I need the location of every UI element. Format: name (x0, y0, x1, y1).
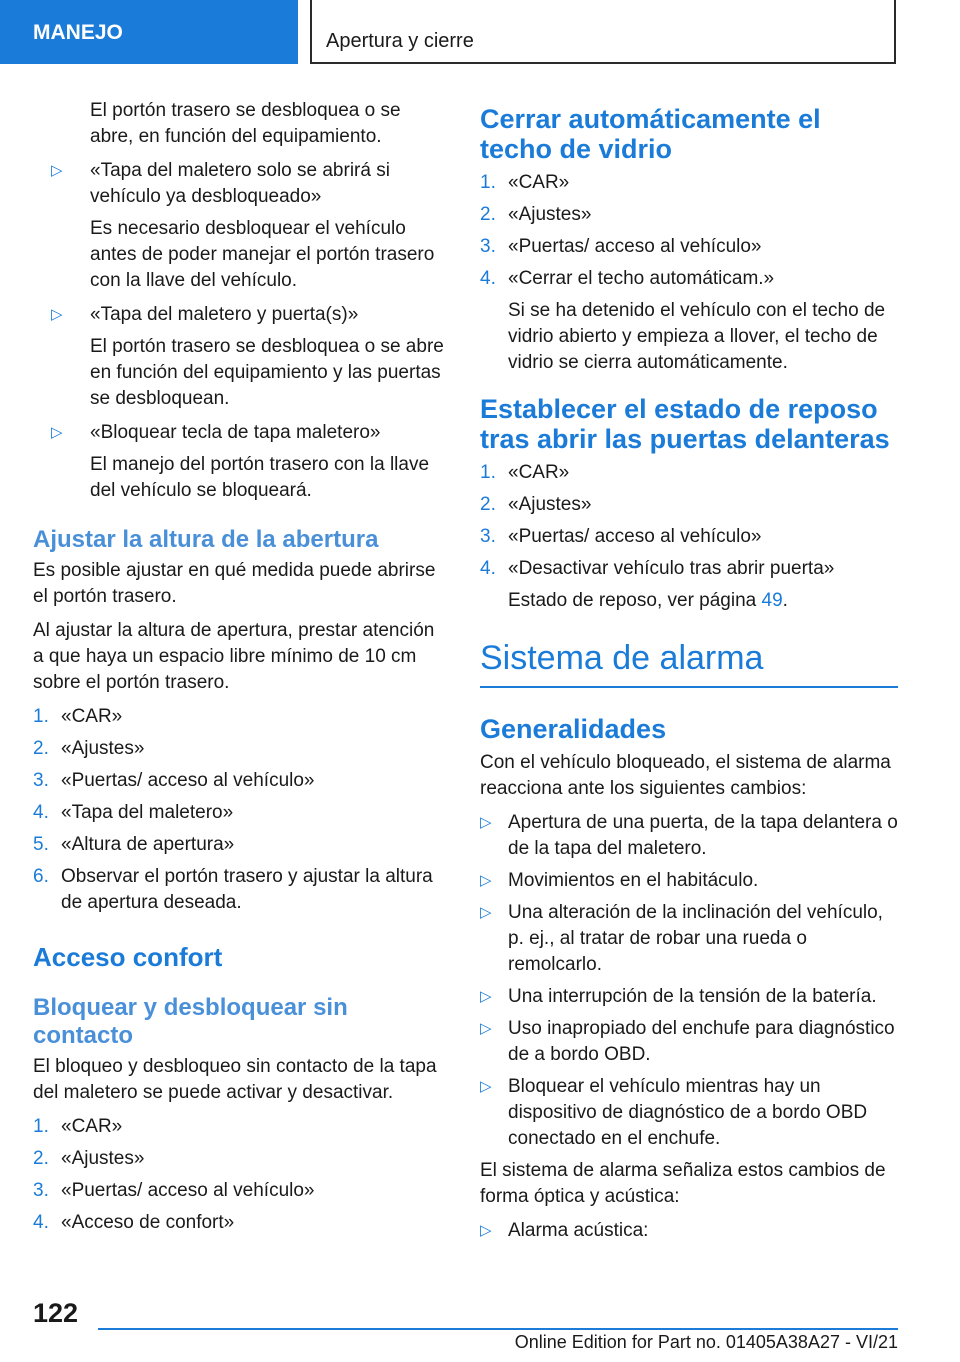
list-item: 3. «Puertas/ acceso al vehículo» (480, 236, 762, 257)
list-item: ▷ Apertura de una puerta, de la tapa delantera o de la tapa del maletero. (480, 812, 898, 859)
list-item: 1. «CAR» (33, 1116, 123, 1137)
triangle-right-outline-icon: ▷ (51, 306, 63, 323)
list-item: 6. Observar el portón trasero y ajustar la altura de apertura deseada. (33, 866, 433, 913)
step-note: Si se ha detenido el vehículo con el techo de vidrio abierto y empieza a llover, el techo de vidrio se cierra automáticamente. (508, 300, 886, 373)
section-heading-acceso: Acceso confort (33, 942, 223, 972)
bullet-text: El manejo del portón trasero con la llave del vehículo se bloqueará. (90, 454, 430, 501)
steps-list-altura (33, 704, 448, 916)
triangle-right-outline-icon: ▷ (480, 1078, 492, 1095)
section-heading-generalidades: Generalidades (480, 714, 667, 744)
list-item: ▷ Alarma acústica: (480, 1218, 898, 1244)
list-item (33, 420, 448, 446)
list-item: 4. «Acceso de confort» (33, 1212, 235, 1233)
list-item: ▷ Movimientos en el habitáculo. (480, 868, 898, 894)
step-note: Estado de reposo, ver página 49. (508, 590, 788, 611)
list-item: 1. «CAR» (480, 462, 570, 483)
list-item: 4. «Desactivar vehículo tras abrir puerta» (480, 558, 835, 579)
section-heading-techo: Cerrar automáticamente el techo de vidrio (480, 104, 821, 164)
steps-list-reposo (480, 460, 898, 582)
list-item: 5. «Altura de apertura» (33, 834, 235, 855)
triangle-right-outline-icon: ▷ (480, 988, 492, 1005)
section-heading-altura: Ajustar la altura de la abertura (33, 526, 379, 553)
list-item: 2. «Ajustes» (480, 204, 592, 225)
list-item: 4. «Tapa del maletero» (33, 802, 234, 823)
list-item: ▷ Bloquear el vehículo mientras hay un dispositivo de diagnóstico de a bordo OBD conectado en el enchufe. (480, 1076, 868, 1149)
triangle-right-outline-icon: ▷ (51, 162, 63, 179)
steps-list-acceso (33, 1114, 448, 1236)
intro-paragraph: El portón trasero se desbloquea o se abre, en función del equipamiento. (90, 100, 401, 147)
section-tab[interactable]: MANEJO (0, 0, 298, 64)
footer-edition: Online Edition for Part no. 01405A38A27 - VI/21 (514, 1332, 898, 1352)
list-item (33, 158, 448, 210)
bullet-title: «Tapa del maletero y puerta(s)» (90, 304, 359, 325)
triangle-right-outline-icon: ▷ (480, 904, 492, 921)
paragraph: Con el vehículo bloqueado, el sistema de alarma reacciona ante los siguientes cambios: (480, 752, 891, 799)
list-item: 3. «Puertas/ acceso al vehículo» (33, 770, 315, 791)
triangle-right-outline-icon: ▷ (480, 1222, 492, 1239)
steps-list-techo (480, 170, 898, 292)
list-item: ▷ Una interrupción de la tensión de la batería. (480, 984, 898, 1010)
list-item: 2. «Ajustes» (33, 738, 145, 759)
list-item: 4. «Cerrar el techo automáticam.» (480, 268, 775, 289)
bullet-text: Es necesario desbloquear el vehículo antes de poder manejar el portón trasero con la llave del vehículo. (90, 218, 435, 291)
subsection-heading-sin-contacto: Bloquear y desbloquear sin contacto (33, 994, 348, 1049)
bullet-title: «Tapa del maletero solo se abrirá si vehículo ya desbloqueado» (90, 160, 390, 207)
list-item (33, 302, 448, 328)
page-number: 122 (33, 1298, 79, 1328)
footer-divider (98, 1328, 898, 1330)
section-heading-reposo: Establecer el estado de reposo tras abrir las puertas delanteras (480, 394, 890, 454)
right-column (480, 98, 898, 1250)
list-item: ▷ Una alteración de la inclinación del vehículo, p. ej., al tratar de robar una rueda o remolcarlo. (480, 902, 883, 975)
triangle-right-outline-icon: ▷ (480, 814, 492, 831)
list-item: 1. «CAR» (33, 706, 123, 727)
triangle-right-outline-icon: ▷ (480, 1020, 492, 1037)
list-item: 1. «CAR» (480, 172, 570, 193)
list-item: 3. «Puertas/ acceso al vehículo» (480, 526, 762, 547)
list-item: 3. «Puertas/ acceso al vehículo» (33, 1180, 315, 1201)
page-header (0, 0, 960, 66)
left-column (33, 98, 448, 1242)
chapter-title: Apertura y cierre (310, 0, 896, 64)
triangle-right-outline-icon: ▷ (480, 872, 492, 889)
triangle-right-outline-icon: ▷ (51, 424, 63, 441)
paragraph: Es posible ajustar en qué medida puede abrirse el portón trasero. (33, 560, 436, 607)
bullet-text: El portón trasero se desbloquea o se abre en función del equipamiento y las puertas se desbloquean. (90, 336, 444, 409)
paragraph: El bloqueo y desbloqueo sin contacto de la tapa del maletero se puede activar y desactivar. (33, 1056, 437, 1103)
paragraph: Al ajustar la altura de apertura, prestar atención a que haya un espacio libre mínimo de 10 cm sobre el portón trasero. (33, 620, 435, 693)
chapter-heading-alarma: Sistema de alarma (480, 636, 898, 688)
list-item: ▷ Uso inapropiado del enchufe para diagnóstico de a bordo OBD. (480, 1018, 895, 1065)
bullet-title: «Bloquear tecla de tapa maletero» (90, 422, 381, 443)
list-item: 2. «Ajustes» (480, 494, 592, 515)
list-item: 2. «Ajustes» (33, 1148, 145, 1169)
page-reference-link[interactable]: 49 (761, 590, 783, 611)
paragraph: El sistema de alarma señaliza estos cambios de forma óptica y acústica: (480, 1160, 886, 1207)
